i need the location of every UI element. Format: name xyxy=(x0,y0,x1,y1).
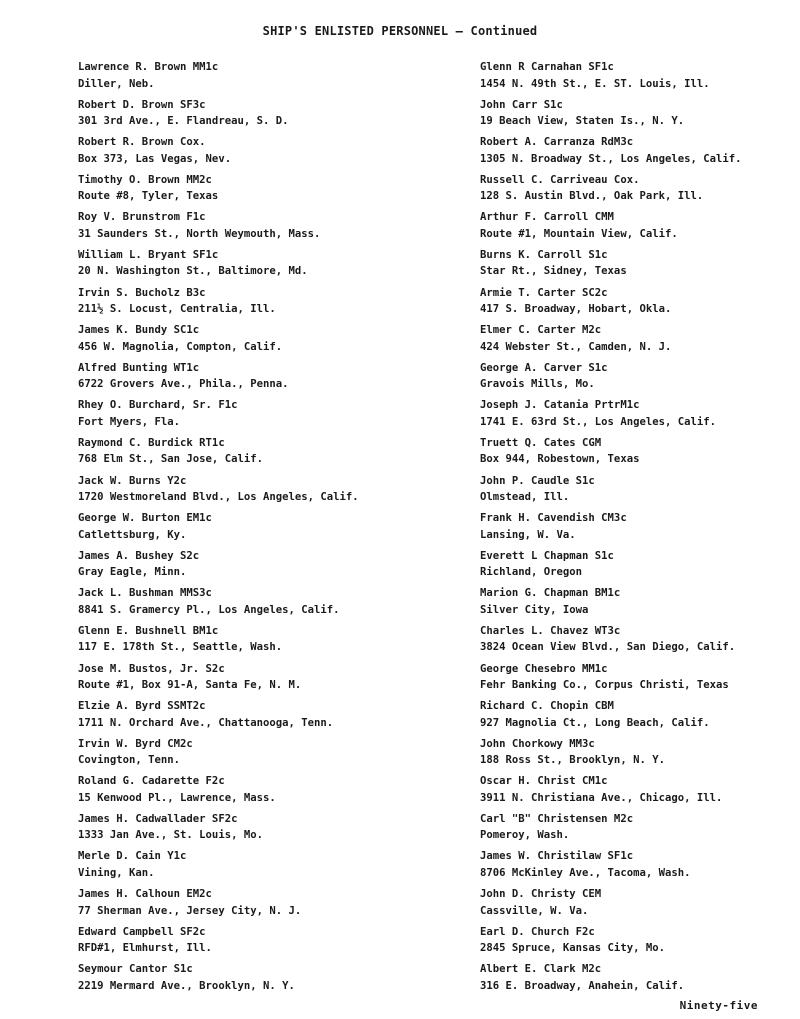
personnel-address: Route #8, Tyler, Texas xyxy=(78,190,219,203)
personnel-address: 15 Kenwood Pl., Lawrence, Mass. xyxy=(78,791,276,804)
personnel-name: Irvin W. Byrd CM2c xyxy=(78,737,193,750)
personnel-address: 188 Ross St., Brooklyn, N. Y. xyxy=(480,754,665,767)
page-number: Ninety-five xyxy=(679,999,758,1012)
personnel-name: Russell C. Carriveau Cox. xyxy=(480,173,640,186)
personnel-entry xyxy=(78,811,470,849)
personnel-name: James W. Christilaw SF1c xyxy=(480,850,634,863)
personnel-address: 424 Webster St., Camden, N. J. xyxy=(480,340,672,353)
personnel-entry xyxy=(78,435,470,473)
personnel-address: Pomeroy, Wash. xyxy=(480,829,570,842)
personnel-address: 2845 Spruce, Kansas City, Mo. xyxy=(480,942,665,955)
personnel-address: 1741 E. 63rd St., Los Angeles, Calif. xyxy=(480,415,716,428)
personnel-name: Irvin S. Bucholz B3c xyxy=(78,286,206,299)
personnel-entry xyxy=(78,209,470,247)
personnel-name: Richard C. Chopin CBM xyxy=(480,700,614,713)
page-title: SHIP'S ENLISTED PERSONNEL — Continued xyxy=(262,24,538,38)
personnel-address: Star Rt., Sidney, Texas xyxy=(480,265,627,278)
personnel-address: Fort Myers, Fla. xyxy=(78,415,181,428)
personnel-address: 19 Beach View, Staten Is., N. Y. xyxy=(480,115,685,128)
personnel-address: 1711 N. Orchard Ave., Chattanooga, Tenn. xyxy=(78,716,334,729)
personnel-name: Burns K. Carroll S1c xyxy=(480,248,608,261)
personnel-entry xyxy=(480,134,785,172)
personnel-name: Glenn E. Bushnell BM1c xyxy=(78,624,219,637)
personnel-entry xyxy=(480,247,785,285)
personnel-address: 1454 N. 49th St., E. ST. Louis, Ill. xyxy=(480,77,710,90)
personnel-entry xyxy=(480,172,785,210)
personnel-address: Gravois Mills, Mo. xyxy=(480,378,595,391)
personnel-name: Merle D. Cain Y1c xyxy=(78,850,187,863)
personnel-entry xyxy=(78,397,470,435)
personnel-name: Robert R. Brown Cox. xyxy=(78,136,206,149)
personnel-name: Jack W. Burns Y2c xyxy=(78,474,187,487)
personnel-address: 117 E. 178th St., Seattle, Wash. xyxy=(78,641,283,654)
personnel-name: Joseph J. Catania PrtrM1c xyxy=(480,399,640,412)
personnel-entry xyxy=(480,510,785,548)
personnel-list-left xyxy=(78,59,470,999)
personnel-entry xyxy=(480,848,785,886)
personnel-name: Lawrence R. Brown MM1c xyxy=(78,61,219,73)
personnel-name: Jack L. Bushman MMS3c xyxy=(78,587,212,600)
personnel-address: Silver City, Iowa xyxy=(480,603,589,616)
personnel-entry xyxy=(480,360,785,398)
personnel-entry xyxy=(480,811,785,849)
personnel-name: Elmer C. Carter M2c xyxy=(480,324,602,337)
personnel-entry xyxy=(480,285,785,323)
personnel-name: Oscar H. Christ CM1c xyxy=(480,775,608,788)
personnel-address: 927 Magnolia Ct., Long Beach, Calif. xyxy=(480,716,710,729)
personnel-entry xyxy=(78,247,470,285)
personnel-entry xyxy=(480,548,785,586)
personnel-entry xyxy=(78,285,470,323)
personnel-entry xyxy=(78,172,470,210)
personnel-entry xyxy=(78,585,470,623)
personnel-entry xyxy=(78,623,470,661)
personnel-name: Frank H. Cavendish CM3c xyxy=(480,512,627,525)
personnel-entry xyxy=(480,698,785,736)
personnel-entry xyxy=(78,548,470,586)
personnel-address: Vining, Kan. xyxy=(78,866,155,879)
personnel-entry xyxy=(78,510,470,548)
personnel-entry xyxy=(480,322,785,360)
personnel-entry xyxy=(78,773,470,811)
personnel-address: 8706 McKinley Ave., Tacoma, Wash. xyxy=(480,866,691,879)
personnel-entry xyxy=(480,961,785,999)
personnel-address: Olmstead, Ill. xyxy=(480,491,570,504)
personnel-name: Truett Q. Cates CGM xyxy=(480,436,602,449)
personnel-name: Armie T. Carter SC2c xyxy=(480,286,608,299)
personnel-address: Gray Eagle, Minn. xyxy=(78,566,187,579)
personnel-address: 2219 Mermard Ave., Brooklyn, N. Y. xyxy=(78,979,295,992)
personnel-address: 1720 Westmoreland Blvd., Los Angeles, Calif. xyxy=(78,491,359,504)
personnel-entry xyxy=(78,473,470,511)
personnel-name: James H. Cadwallader SF2c xyxy=(78,812,238,825)
personnel-address: Cassville, W. Va. xyxy=(480,904,589,917)
personnel-entry xyxy=(480,473,785,511)
personnel-name: Robert D. Brown SF3c xyxy=(78,98,206,111)
personnel-name: Roland G. Cadarette F2c xyxy=(78,775,225,788)
personnel-name: Elzie A. Byrd SSMT2c xyxy=(78,700,206,713)
personnel-entry xyxy=(78,59,470,97)
personnel-entry xyxy=(480,585,785,623)
personnel-entry xyxy=(78,134,470,172)
personnel-entry xyxy=(78,961,470,999)
personnel-entry xyxy=(480,623,785,661)
personnel-entry xyxy=(480,886,785,924)
personnel-address: Route #1, Box 91-A, Santa Fe, N. M. xyxy=(78,679,302,691)
personnel-name: Glenn R Carnahan SF1c xyxy=(480,61,614,73)
personnel-address: 77 Sherman Ave., Jersey City, N. J. xyxy=(78,904,302,917)
personnel-address: Route #1, Mountain View, Calif. xyxy=(480,227,678,240)
personnel-name: William L. Bryant SF1c xyxy=(78,248,219,261)
personnel-address: RFD#1, Elmhurst, Ill. xyxy=(78,942,212,955)
personnel-name: James A. Bushey S2c xyxy=(78,549,200,562)
personnel-name: Marion G. Chapman BM1c xyxy=(480,587,621,600)
personnel-name: Charles L. Chavez WT3c xyxy=(480,624,621,637)
personnel-name: George W. Burton EM1c xyxy=(78,512,212,525)
personnel-entry xyxy=(480,435,785,473)
personnel-entry xyxy=(78,924,470,962)
personnel-address: 6722 Grovers Ave., Phila., Penna. xyxy=(78,378,289,391)
personnel-address: 417 S. Broadway, Hobart, Okla. xyxy=(480,303,672,316)
personnel-name: Jose M. Bustos, Jr. S2c xyxy=(78,662,225,675)
personnel-address: 456 W. Magnolia, Compton, Calif. xyxy=(78,340,283,353)
personnel-name: John Carr S1c xyxy=(480,98,563,111)
personnel-entry xyxy=(78,322,470,360)
personnel-entry xyxy=(480,97,785,135)
personnel-address: 316 E. Broadway, Anahein, Calif. xyxy=(480,979,685,992)
personnel-name: James K. Bundy SC1c xyxy=(78,324,200,337)
personnel-entry xyxy=(78,886,470,924)
personnel-name: Roy V. Brunstrom F1c xyxy=(78,211,206,224)
personnel-name: Earl D. Church F2c xyxy=(480,925,595,938)
personnel-address: Box 944, Robestown, Texas xyxy=(480,453,640,466)
personnel-name: George Chesebro MM1c xyxy=(480,662,608,675)
personnel-address: 31 Saunders St., North Weymouth, Mass. xyxy=(78,227,321,240)
personnel-name: John P. Caudle S1c xyxy=(480,474,595,487)
personnel-address: Catlettsburg, Ky. xyxy=(78,528,187,541)
personnel-address: 128 S. Austin Blvd., Oak Park, Ill. xyxy=(480,190,704,203)
personnel-address: Covington, Tenn. xyxy=(78,754,181,767)
personnel-name: Albert E. Clark M2c xyxy=(480,963,602,976)
personnel-name: James H. Calhoun EM2c xyxy=(78,888,212,901)
personnel-name: Rhey O. Burchard, Sr. F1c xyxy=(78,399,238,412)
personnel-entry xyxy=(78,97,470,135)
personnel-name: John D. Christy CEM xyxy=(480,888,602,901)
personnel-address: 768 Elm St., San Jose, Calif. xyxy=(78,453,263,466)
personnel-address: 301 3rd Ave., E. Flandreau, S. D. xyxy=(78,115,289,128)
personnel-address: 1305 N. Broadway St., Los Angeles, Calif. xyxy=(480,152,742,165)
personnel-name: Everett L Chapman S1c xyxy=(480,549,614,562)
personnel-entry xyxy=(78,698,470,736)
personnel-name: Carl "B" Christensen M2c xyxy=(480,812,634,825)
personnel-name: Edward Campbell SF2c xyxy=(78,925,206,938)
personnel-entry xyxy=(78,848,470,886)
personnel-address: Lansing, W. Va. xyxy=(480,528,576,541)
personnel-entry xyxy=(480,661,785,699)
personnel-entry xyxy=(480,59,785,97)
personnel-name: George A. Carver S1c xyxy=(480,361,608,374)
personnel-address: Fehr Banking Co., Corpus Christi, Texas xyxy=(480,679,729,691)
personnel-address: Diller, Neb. xyxy=(78,77,155,90)
personnel-name: Seymour Cantor S1c xyxy=(78,963,193,976)
personnel-address: 3911 N. Christiana Ave., Chicago, Ill. xyxy=(480,791,723,804)
personnel-entry xyxy=(78,360,470,398)
personnel-name: Raymond C. Burdick RT1c xyxy=(78,436,225,449)
personnel-address: Box 373, Las Vegas, Nev. xyxy=(78,152,232,165)
personnel-address: 8841 S. Gramercy Pl., Los Angeles, Calif. xyxy=(78,603,340,616)
personnel-name: Alfred Bunting WT1c xyxy=(78,361,200,374)
personnel-address: 211½ S. Locust, Centralia, Ill. xyxy=(78,303,276,316)
personnel-entry xyxy=(480,209,785,247)
personnel-name: Timothy O. Brown MM2c xyxy=(78,173,212,186)
personnel-entry xyxy=(78,661,470,699)
personnel-address: Richland, Oregon xyxy=(480,566,583,579)
personnel-entry xyxy=(78,736,470,774)
personnel-name: Robert A. Carranza RdM3c xyxy=(480,136,634,149)
personnel-address: 20 N. Washington St., Baltimore, Md. xyxy=(78,265,308,278)
personnel-entry xyxy=(480,397,785,435)
personnel-entry xyxy=(480,773,785,811)
personnel-name: Arthur F. Carroll CMM xyxy=(480,211,614,224)
personnel-name: John Chorkowy MM3c xyxy=(480,737,595,750)
personnel-address: 1333 Jan Ave., St. Louis, Mo. xyxy=(78,829,263,842)
personnel-address: 3824 Ocean View Blvd., San Diego, Calif. xyxy=(480,641,736,654)
personnel-list-right xyxy=(480,59,785,999)
personnel-entry xyxy=(480,736,785,774)
personnel-entry xyxy=(480,924,785,962)
